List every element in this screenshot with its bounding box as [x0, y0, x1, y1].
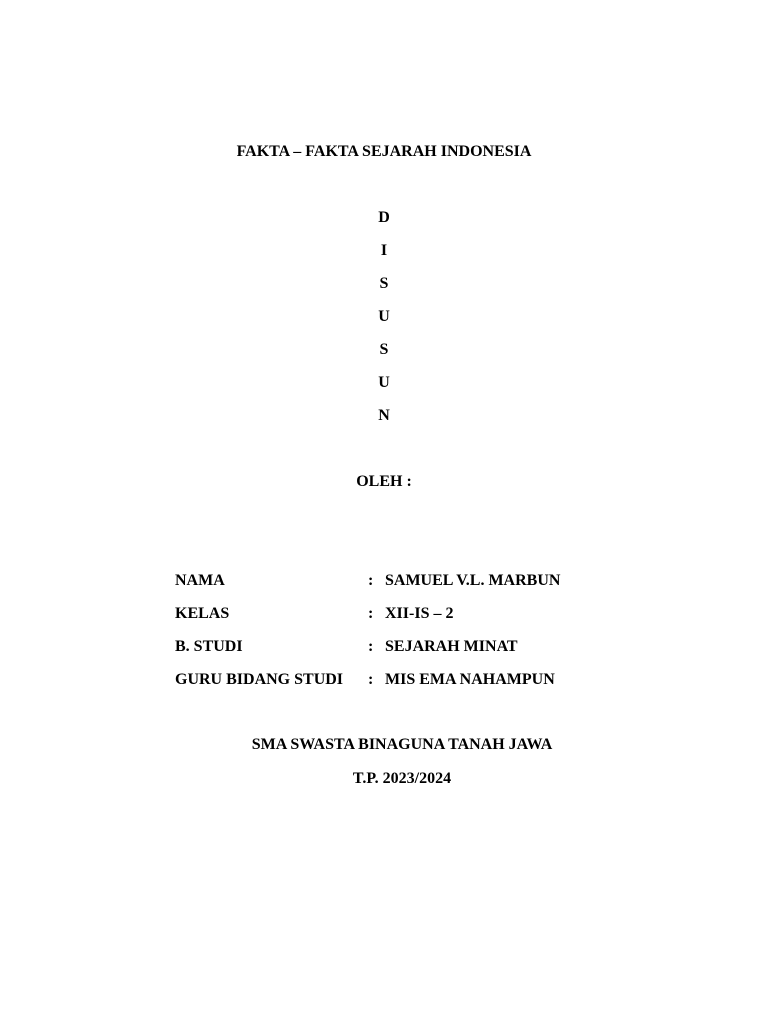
vertical-letter: S — [379, 275, 389, 292]
document-title: FAKTA – FAKTA SEJARAH INDONESIA — [236, 143, 532, 160]
info-row-nama — [175, 571, 635, 604]
info-value: SAMUEL V.L. MARBUN — [385, 572, 561, 589]
info-value: XII-IS – 2 — [385, 605, 454, 622]
school-year: T.P. 2023/2024 — [352, 770, 452, 787]
info-label: B. STUDI — [175, 638, 243, 655]
vertical-letter: U — [378, 374, 390, 391]
school-name: SMA SWASTA BINAGUNA TANAH JAWA — [251, 736, 553, 753]
info-value: MIS EMA NAHAMPUN — [385, 671, 555, 688]
info-colon: : — [368, 572, 374, 589]
info-colon: : — [368, 605, 374, 622]
vertical-disusun — [0, 208, 768, 439]
info-row-kelas — [175, 604, 635, 637]
vertical-letter: N — [378, 407, 390, 424]
vertical-letter: I — [380, 242, 388, 259]
info-row-studi — [175, 637, 635, 670]
student-info — [175, 571, 635, 703]
vertical-letter: S — [379, 341, 389, 358]
info-colon: : — [368, 638, 374, 655]
oleh-label: OLEH : — [356, 473, 412, 490]
vertical-letter: D — [378, 209, 390, 226]
info-value: SEJARAH MINAT — [385, 638, 518, 655]
info-label: GURU BIDANG STUDI — [175, 671, 344, 688]
info-row-guru — [175, 670, 635, 703]
info-label: KELAS — [175, 605, 230, 622]
info-label: NAMA — [175, 572, 225, 589]
info-colon: : — [368, 671, 374, 688]
vertical-letter: U — [378, 308, 390, 325]
